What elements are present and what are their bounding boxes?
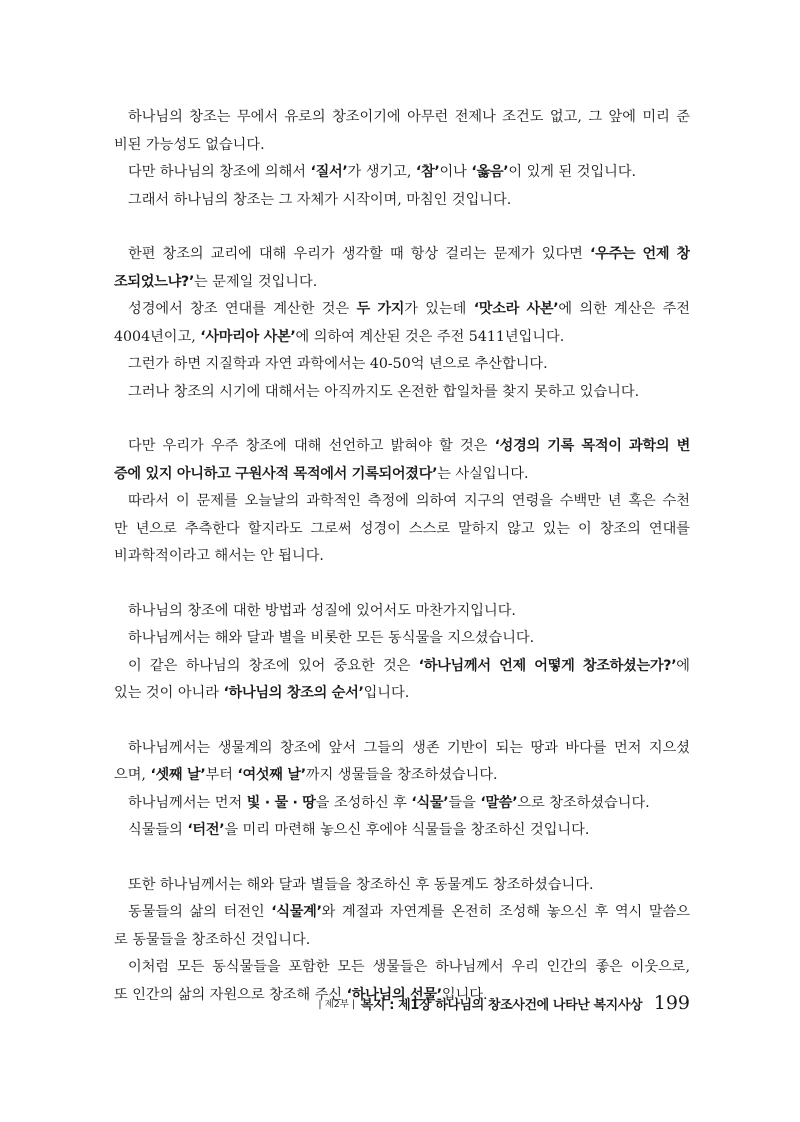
paragraph-1	[114, 104, 690, 214]
text-run: 까지 생물들을 창조하셨습니다.	[305, 767, 498, 783]
text-line	[114, 351, 690, 379]
text-line	[114, 543, 690, 571]
emphasis: ‘하나님의 선물’	[346, 986, 442, 1003]
emphasis: ‘터전’	[187, 822, 225, 838]
emphasis: ‘식물계’	[271, 904, 322, 920]
text-run: 하나님의 창조에 대한 방법과 성질에 있어서도 마찬가지입니다.	[128, 602, 516, 619]
text-run: 비과학적이라고 해서는 안 됩니다.	[114, 548, 324, 564]
text-run: 다만 하나님의 창조에 의해서	[128, 164, 311, 180]
text-run: 으며,	[114, 767, 151, 783]
text-run: 에	[676, 657, 690, 674]
text-line	[114, 625, 690, 653]
emphasis: ‘맛소라 사본’	[473, 301, 559, 317]
text-run: 가 있는데	[404, 301, 474, 317]
text-line	[114, 598, 690, 626]
text-line	[114, 680, 690, 708]
emphasis: ‘말씀’	[480, 794, 518, 811]
emphasis: ‘셋째 날’	[150, 767, 206, 783]
text-line	[114, 653, 690, 681]
text-line	[114, 899, 690, 927]
text-run: 한편 창조의 교리에 대해 우리가 생각할 때 항상 걸리는 문제가 있다면	[128, 246, 590, 262]
text-run: 로 동물들을 창조하신 것입니다.	[114, 931, 311, 948]
text-run: 식물들의	[128, 822, 188, 838]
text-run: 는 문제일 것입니다.	[194, 273, 318, 290]
text-line	[114, 132, 690, 160]
text-run: 들을	[448, 794, 481, 811]
text-line	[114, 461, 690, 489]
text-line	[114, 927, 690, 955]
text-run: 입니다.	[363, 685, 410, 701]
emphasis: 증에 있지 아니하고 구원사적 목적에서 기록되어졌다’	[114, 465, 438, 482]
text-line	[114, 735, 690, 763]
text-line	[114, 954, 690, 982]
emphasis: ‘사마리아 사본’	[200, 328, 296, 345]
emphasis: ‘질서’	[310, 164, 348, 180]
emphasis: ‘하나님의 창조의 순서’	[223, 685, 364, 701]
emphasis: ‘하나님께서 언제 어떻게 창조하셨는가?’	[418, 657, 677, 674]
text-run: 또한 하나님께서는 해와 달과 별들을 창조하신 후 동물계도 창조하셨습니다.	[128, 876, 594, 893]
text-line	[114, 488, 690, 516]
text-run: 이 같은 하나님의 창조에 있어 중요한 것은	[128, 657, 419, 674]
emphasis: ‘옳음’	[471, 164, 509, 180]
text-line	[114, 379, 690, 407]
running-footer	[310, 992, 690, 1014]
text-line	[114, 790, 690, 818]
part-label: | 제2부 |	[318, 999, 356, 1010]
emphasis: 조되었느냐?’	[114, 273, 195, 290]
text-run: 입니다.	[441, 986, 488, 1003]
emphasis: 빛 · 물 · 땅	[246, 794, 316, 811]
emphasis: ‘식물’	[411, 794, 449, 811]
text-run: 동물들의 삶의 터전인	[128, 904, 272, 920]
text-line	[114, 324, 690, 352]
text-line	[114, 241, 690, 269]
paragraph-4	[114, 598, 690, 708]
text-run: 다만 우리가 우주 창조에 대해 선언하고 밝혀야 할 것은	[128, 438, 495, 454]
text-line	[114, 762, 690, 790]
text-run: 그런가 하면 지질학과 자연 과학에서는 40-50억 년으로 추산합니다.	[128, 356, 548, 372]
text-run: 비된 가능성도 없습니다.	[114, 136, 265, 153]
emphasis: ‘참’	[415, 164, 440, 180]
emphasis: ‘여섯째 날’	[237, 767, 306, 783]
emphasis: 두 가지	[356, 301, 405, 317]
text-line	[114, 516, 690, 544]
text-line	[114, 187, 690, 215]
paragraph-2	[114, 241, 690, 406]
text-run: 이처럼 모든 동식물들을 포함한 모든 생물들은 하나님께서 우리 인간의 좋은 이웃으로,	[128, 959, 690, 975]
text-run: 성경에서 창조 연대를 계산한 것은	[128, 301, 357, 317]
text-run: 하나님께서는 먼저	[128, 794, 247, 811]
text-run: 는 사실입니다.	[437, 465, 529, 482]
text-run: 4004년이고,	[114, 328, 201, 345]
text-run: 가 생기고,	[347, 164, 416, 180]
text-run: 이나	[439, 164, 472, 180]
text-run: 을 조성하신 후	[315, 794, 412, 811]
paragraph-5	[114, 735, 690, 845]
text-run: 또 인간의 삶의 자원으로 창조해 주신	[114, 986, 347, 1003]
text-run: 그러나 창조의 시기에 대해서는 아직까지도 온전한 합일차를 찾지 못하고 있습니다.	[128, 383, 640, 400]
text-line	[114, 269, 690, 297]
text-run: 부터	[205, 767, 238, 783]
body-text	[114, 104, 690, 1036]
text-line	[114, 872, 690, 900]
text-run: 에 의한 계산은 주전	[558, 301, 690, 317]
page-number: 199	[653, 992, 690, 1014]
text-run: 하나님의 창조는 무에서 유로의 창조이기에 아무런 전제나 조건도 없고, 그 앞에 미리 준	[128, 109, 690, 125]
text-line	[114, 104, 690, 132]
text-run: 와 계절과 자연계를 온전히 조성해 놓으신 후 역시 말씀으	[321, 904, 690, 920]
text-run: 하나님께서는 생물계의 창조에 앞서 그들의 생존 기반이 되는 땅과 바다를 먼저 지으셨	[128, 739, 690, 756]
text-line	[114, 817, 690, 845]
text-run: 그래서 하나님의 창조는 그 자체가 시작이며, 마침인 것입니다.	[128, 191, 512, 208]
text-line	[114, 433, 690, 461]
chapter-title: 복지 : 제1장 하나님의 창조사건에 나타난 복지사상	[360, 998, 643, 1013]
text-run: 만 년으로 추측한다 할지라도 그로써 성경이 스스로 말하지 않고 있는 이 창조의 연대를	[114, 520, 690, 537]
text-run: 이 있게 된 것입니다.	[508, 164, 637, 180]
text-run: 따라서 이 문제를 오늘날의 과학적인 측정에 의하여 지구의 연령을 수백만 년 혹은 수천	[128, 493, 690, 509]
paragraph-6	[114, 872, 690, 1010]
paragraph-3	[114, 433, 690, 571]
emphasis: ‘성경의 기록 목적이 과학의 변	[494, 438, 690, 454]
emphasis: ‘우주는 언제 창	[589, 246, 690, 262]
text-line	[114, 296, 690, 324]
text-line	[114, 159, 690, 187]
text-run: 에 의하여 계산된 것은 주전 5411년입니다.	[295, 328, 565, 345]
text-run: 을 미리 마련해 놓으신 후에야 식물들을 창조하신 것입니다.	[224, 822, 590, 838]
text-run: 있는 것이 아니라	[114, 685, 224, 701]
text-run: 으로 창조하셨습니다.	[517, 794, 650, 811]
text-run: 하나님께서는 해와 달과 별을 비롯한 모든 동식물을 지으셨습니다.	[128, 630, 535, 646]
